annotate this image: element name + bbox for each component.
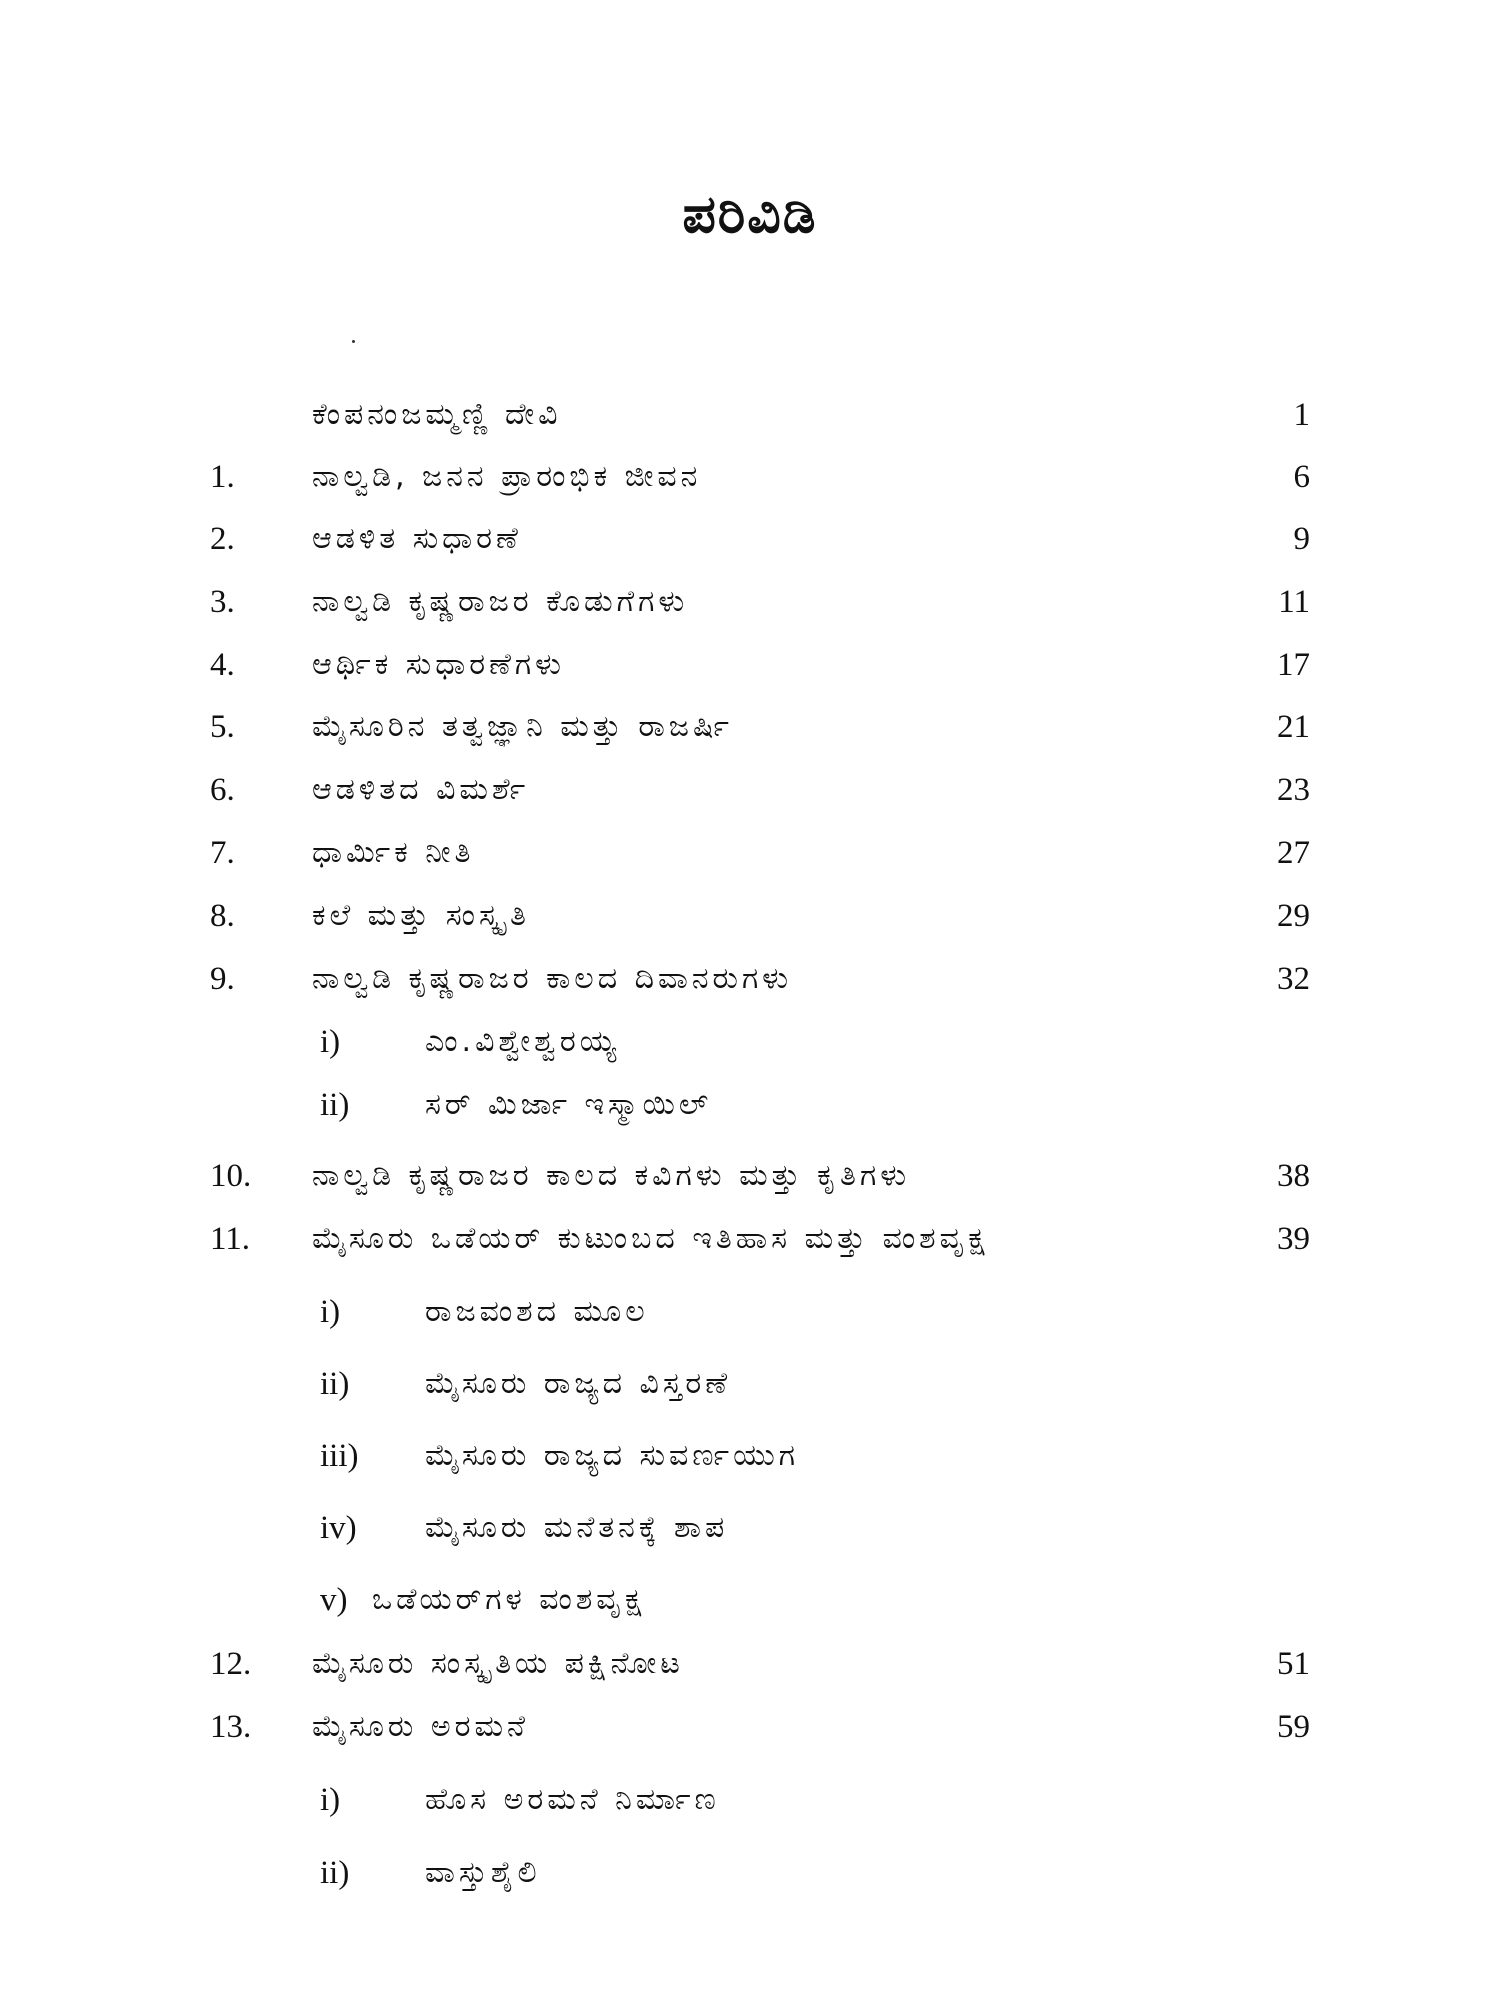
stray-dot [352,340,355,343]
entry-number: v) [320,1582,348,1618]
toc-subentry [0,1570,1500,1630]
entry-number: iv) [320,1510,357,1546]
toc-entry [0,635,1500,695]
entry-number: 8. [210,898,235,934]
page-title: ಪರಿವಿಡಿ [682,185,818,245]
toc-subentry [0,1075,1500,1135]
entry-number: 2. [210,521,235,557]
entry-number: 12. [210,1646,252,1682]
toc-entry [0,1146,1500,1206]
entry-title: ಮೈಸೂರು ರಾಜ್ಯದ ಸುವರ್ಣಯುಗ [425,1438,799,1473]
toc-entry [0,1634,1500,1694]
page-number: 17 [1277,647,1310,683]
page-number: 51 [1277,1646,1310,1682]
entry-number: 1. [210,459,235,495]
entry-number: 5. [210,709,235,745]
toc-entry [0,1209,1500,1269]
entry-title: ನಾಲ್ವಡಿ ಕೃಷ್ಣರಾಜರ ಕಾಲದ ದಿವಾನರುಗಳು [312,961,793,996]
entry-number: 11. [210,1221,251,1257]
toc-subentry [0,1498,1500,1558]
entry-title: ಧಾರ್ಮಿಕ ನೀತಿ [312,835,475,870]
toc-subentry [0,1770,1500,1830]
toc-entry [0,572,1500,632]
page-number: 1 [1293,397,1310,433]
entry-title: ಹೊಸ ಅರಮನೆ ನಿರ್ಮಾಣ [425,1782,720,1817]
entry-number: 4. [210,647,235,683]
entry-number: ii) [320,1855,350,1891]
entry-title: ನಾಲ್ವಡಿ, ಜನನ ಪ್ರಾರಂಭಿಕ ಜೀವನ [312,459,702,494]
entry-title: ಆಡಳಿತದ ವಿಮರ್ಶೆ [312,772,530,807]
entry-number: 10. [210,1158,252,1194]
entry-number: 6. [210,772,235,808]
entry-number: i) [320,1294,341,1330]
toc-subentry [0,1354,1500,1414]
page-number: 29 [1277,898,1310,934]
entry-title: ನಾಲ್ವಡಿ ಕೃಷ್ಣರಾಜರ ಕಾಲದ ಕವಿಗಳು ಮತ್ತು ಕೃತಿಗಳು [312,1158,911,1193]
page-number: 23 [1277,772,1310,808]
entry-number: ii) [320,1087,350,1123]
entry-title: ಕೆಂಪನಂಜಮ್ಮಣ್ಣಿ ದೇವಿ [312,397,562,432]
page-number: 11 [1278,584,1310,620]
entry-title: ಒಡೆಯರ್‌ಗಳ ವಂಶವೃಕ್ಷ [372,1582,646,1617]
entry-title: ರಾಜವಂಶದ ಮೂಲ [425,1294,649,1329]
entry-number: 7. [210,835,235,871]
entry-title: ಮೈಸೂರು ಒಡೆಯರ್ ಕುಟುಂಬದ ಇತಿಹಾಸ ಮತ್ತು ವಂಶವೃಕ್ಷ [312,1221,989,1256]
entry-title: ಆಡಳಿತ ಸುಧಾರಣೆ [312,521,522,556]
page-number: 59 [1277,1709,1310,1745]
entry-title: ಮೈಸೂರು ಅರಮನೆ [312,1709,529,1744]
toc-entry [0,760,1500,820]
page-number: 38 [1277,1158,1310,1194]
entry-title: ಆರ್ಥಿಕ ಸುಧಾರಣೆಗಳು [312,647,565,682]
page-number: 6 [1293,459,1310,495]
toc-entry [0,385,1500,445]
toc-entry [0,509,1500,569]
entry-title: ಸರ್ ಮಿರ್ಜಾ ಇಸ್ಮಾಯಿಲ್ [425,1087,713,1122]
toc-subentry [0,1282,1500,1342]
entry-title: ವಾಸ್ತುಶೈಲಿ [425,1855,541,1890]
entry-number: iii) [320,1438,359,1474]
toc-entry [0,823,1500,883]
entry-title: ಮೈಸೂರಿನ ತತ್ವಜ್ಞಾನಿ ಮತ್ತು ರಾಜರ್ಷಿ [312,709,733,744]
page-number: 21 [1277,709,1310,745]
page-number: 9 [1293,521,1310,557]
entry-number: 3. [210,584,235,620]
entry-title: ಎಂ.ವಿಶ್ವೇಶ್ವರಯ್ಯ [425,1024,621,1059]
toc-entry [0,886,1500,946]
entry-title: ಮೈಸೂರು ರಾಜ್ಯದ ವಿಸ್ತರಣೆ [425,1366,732,1401]
toc-entry [0,949,1500,1009]
entry-title: ನಾಲ್ವಡಿ ಕೃಷ್ಣರಾಜರ ಕೊಡುಗೆಗಳು [312,584,689,619]
entry-title: ಕಲೆ ಮತ್ತು ಸಂಸ್ಕೃತಿ [312,898,530,933]
entry-number: ii) [320,1366,350,1402]
page-number: 32 [1277,961,1310,997]
entry-number: i) [320,1024,341,1060]
entry-number: i) [320,1782,341,1818]
toc-entry [0,1697,1500,1757]
page-number: 27 [1277,835,1310,871]
toc-subentry [0,1843,1500,1903]
toc-subentry [0,1426,1500,1486]
toc-entry [0,697,1500,757]
toc-subentry [0,1012,1500,1072]
entry-number: 9. [210,961,235,997]
toc-entry [0,447,1500,507]
entry-title: ಮೈಸೂರು ಮನೆತನಕ್ಕೆ ಶಾಪ [425,1510,729,1545]
page-number: 39 [1277,1221,1310,1257]
entry-title: ಮೈಸೂರು ಸಂಸ್ಕೃತಿಯ ಪಕ್ಷಿನೋಟ [312,1646,684,1681]
entry-number: 13. [210,1709,252,1745]
